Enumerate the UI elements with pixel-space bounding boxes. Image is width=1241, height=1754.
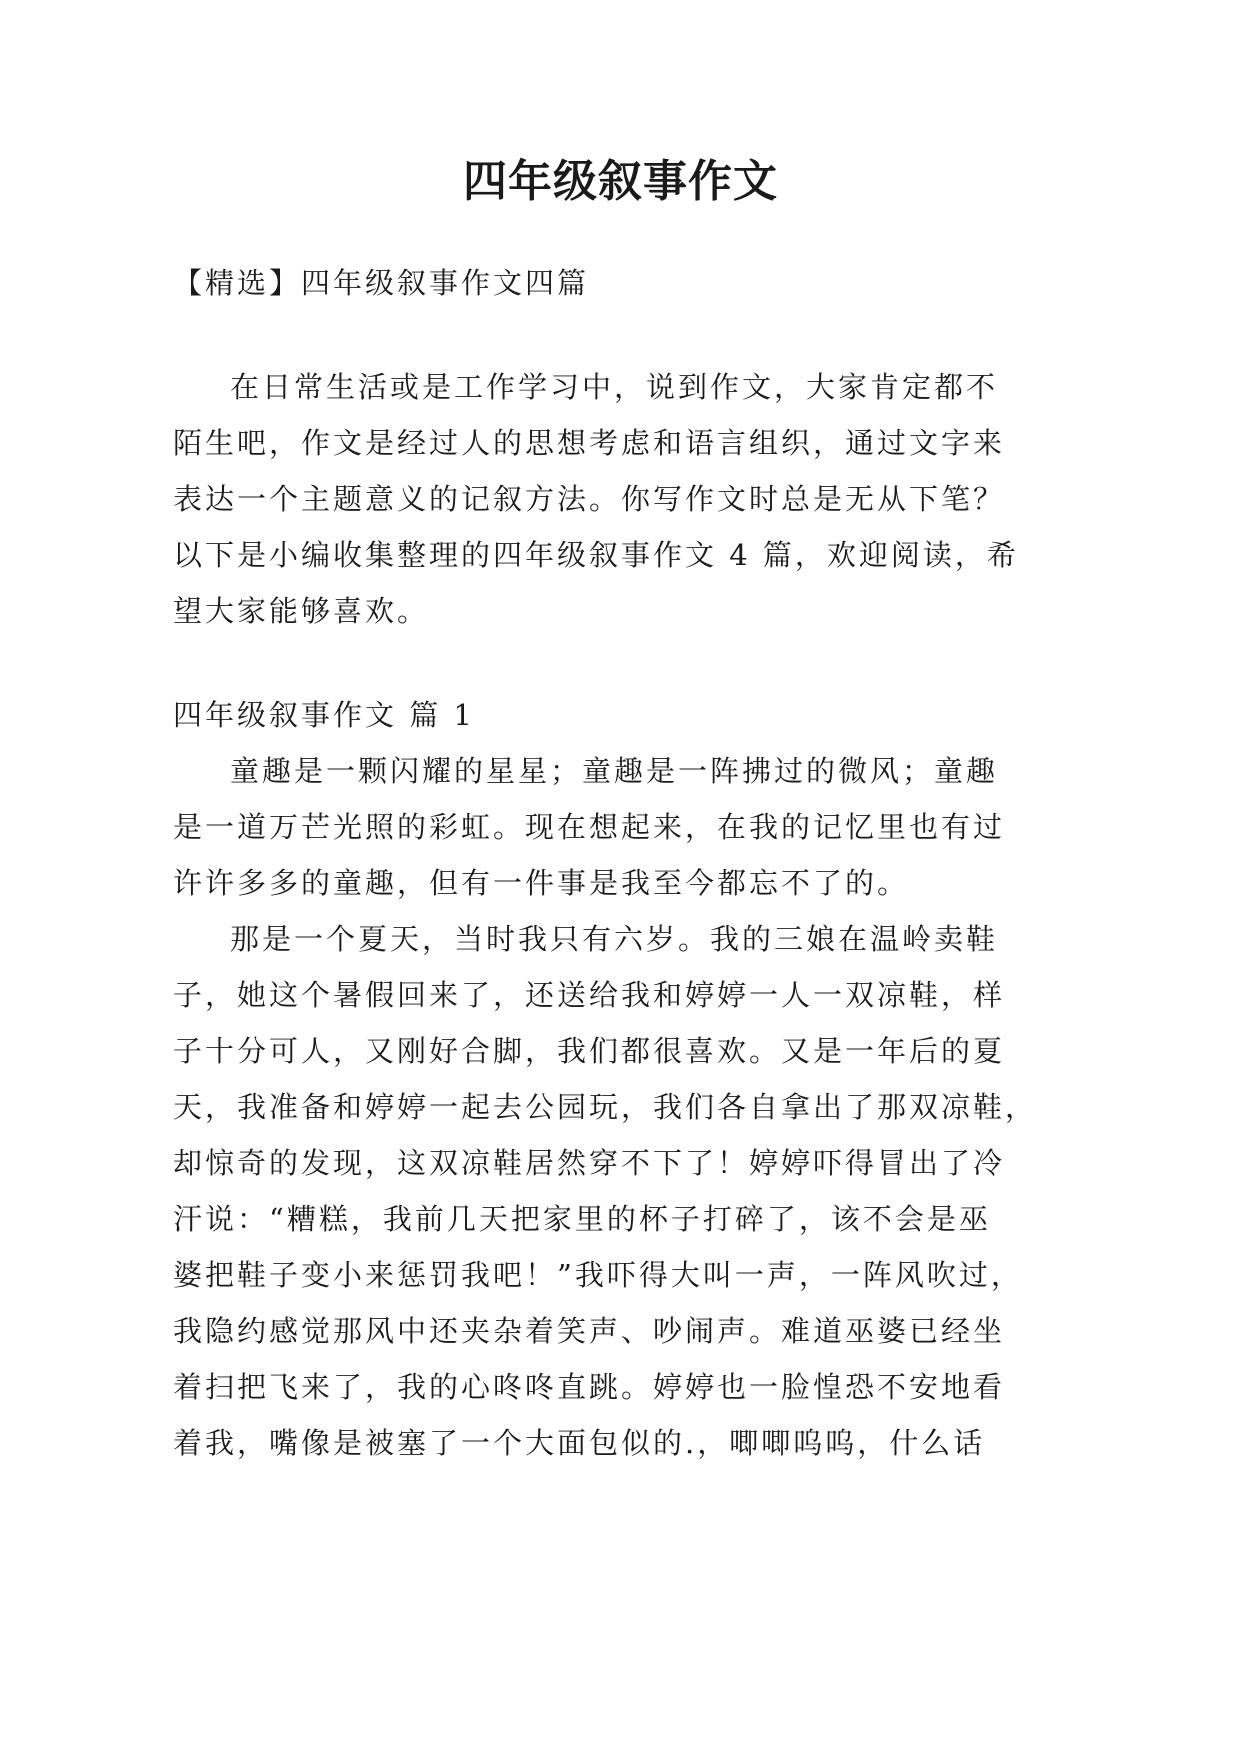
intro-line: 望大家能够喜欢。 — [173, 594, 430, 628]
intro-line: 在日常生活或是工作学习中，说到作文，大家肯定都不 — [230, 370, 999, 404]
paragraph-line: 子十分可人，又刚好合脚，我们都很喜欢。又是一年后的夏 — [173, 1034, 1006, 1068]
paragraph-line: 是一道万芒光照的彩虹。现在想起来，在我的记忆里也有过 — [173, 810, 1006, 844]
paragraph-line: 着扫把飞来了，我的心咚咚直跳。婷婷也一脸惶恐不安地看 — [173, 1370, 1006, 1404]
paragraph-line: 许许多多的童趣，但有一件事是我至今都忘不了的。 — [173, 866, 910, 900]
paragraph-line: 子，她这个暑假回来了，还送给我和婷婷一人一双凉鞋，样 — [173, 978, 1006, 1012]
paragraph-line: 却惊奇的发现，这双凉鞋居然穿不下了！婷婷吓得冒出了冷 — [173, 1146, 1006, 1180]
document-subtitle: 【精选】四年级叙事作文四篇 — [173, 266, 590, 300]
paragraph-line: 我隐约感觉那风中还夹杂着笑声、吵闹声。难道巫婆已经坐 — [173, 1314, 1006, 1348]
intro-line: 陌生吧，作文是经过人的思想考虑和语言组织，通过文字来 — [173, 426, 1006, 460]
paragraph-line: 那是一个夏天，当时我只有六岁。我的三娘在温岭卖鞋 — [230, 922, 999, 956]
intro-line: 以下是小编收集整理的四年级叙事作文 4 篇，欢迎阅读，希 — [173, 538, 1019, 572]
paragraph-line: 着我，嘴像是被塞了一个大面包似的.，唧唧呜呜，什么话 — [173, 1426, 986, 1460]
section-heading: 四年级叙事作文 篇 1 — [173, 698, 475, 732]
paragraph-line: 婆把鞋子变小来惩罚我吧！”我吓得大叫一声，一阵风吹过， — [173, 1258, 1023, 1292]
paragraph-line: 汗说：“糟糕，我前几天把家里的杯子打碎了，该不会是巫 — [173, 1202, 991, 1236]
document-title: 四年级叙事作文 — [463, 156, 778, 207]
intro-line: 表达一个主题意义的记叙方法。你写作文时总是无从下笔？ — [173, 482, 1006, 516]
paragraph-line: 童趣是一颗闪耀的星星；童趣是一阵拂过的微风；童趣 — [230, 754, 999, 788]
paragraph-line: 天，我准备和婷婷一起去公园玩，我们各自拿出了那双凉鞋， — [173, 1090, 1038, 1124]
